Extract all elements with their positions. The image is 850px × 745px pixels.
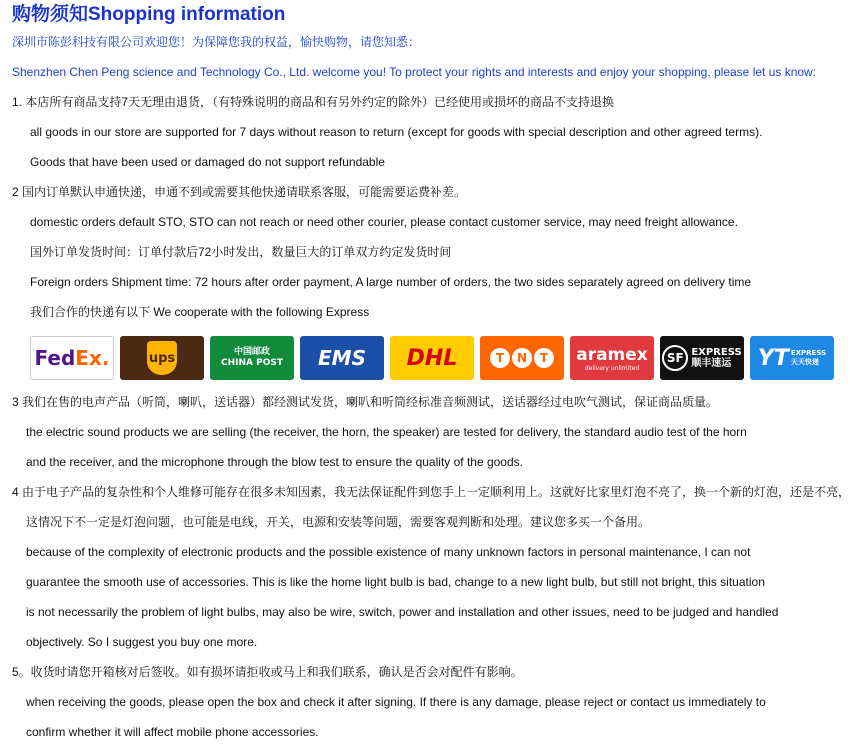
ups-shield: ups [147, 341, 177, 375]
tnt-letter-1: T [490, 348, 510, 368]
ups-logo [120, 336, 204, 380]
fedex-logo [30, 336, 114, 380]
fedex-logo-ex: Ex. [75, 346, 110, 370]
section-4-english-line-4: objectively. So I suggest you buy one more. [26, 635, 258, 649]
ems-logo: EMS [300, 336, 384, 380]
section-4-chinese-line-1: 4 由于电子产品的复杂性和个人维修可能存在很多未知因素，我无法保证配件到您手上一定顺利用上。这就好比家里灯泡不亮了，换一个新的灯泡，还是不亮， [12, 485, 850, 499]
section-4-english-line-2: guarantee the smooth use of accessories. This is like the home light bulb is bad, change to a new light bulb, but still not bright, this situation [26, 575, 765, 589]
yt-en: EXPRESS [790, 349, 827, 357]
section-1-english-line-2: Goods that have been used or damaged do not support refundable [30, 155, 385, 169]
section-1-chinese: 1. 本店所有商品支持7天无理由退货，（有特殊说明的商品和有另外约定的除外）已经使用或损坏的商品不支持退换 [12, 95, 615, 109]
express-logos [30, 336, 834, 380]
section-2-foreign-english: Foreign orders Shipment time: 72 hours after order payment, A large number of orders, the two sides separately agreed on delivery time [30, 275, 752, 289]
yt-mark: YT [757, 345, 789, 371]
section-4-english-line-3: is not necessarily the problem of light bulbs, may also be wire, switch, power and installation and other issues, need to be judged and handled [26, 605, 779, 619]
section-2-english-line-1: domestic orders default STO, STO can not reach or need other courier, please contact customer service, may need freight allowance. [30, 215, 738, 229]
section-3-english-line-1: the electric sound products we are selling (the receiver, the horn, the speaker) are tested for delivery, the standard audio test of the horn [26, 425, 747, 439]
aramex-logo [570, 336, 654, 380]
intro-chinese: 深圳市陈彭科技有限公司欢迎您！为保障您我的权益，愉快购物，请您知悉： [12, 35, 421, 49]
china-post-logo [210, 336, 294, 380]
sf-en: EXPRESS [691, 347, 742, 358]
dhl-logo: DHL [390, 336, 474, 380]
section-4-english-line-1: because of the complexity of electronic products and the possible existence of many unknown factors in personal maintenance, I can not [26, 545, 751, 559]
yt-cn: 天天快递 [790, 358, 819, 366]
section-3-chinese: 3 我们在售的电声产品（听筒，喇叭，送话器）都经测试发货，喇叭和听筒经标准音频测试，送话器经过电吹气测试，保证商品质量。 [12, 395, 719, 409]
section-5-english-line-2: confirm whether it will affect mobile phone accessories. [26, 725, 319, 739]
section-5-english-line-1: when receiving the goods, please open the box and check it after signing. If there is any damage, please reject or contact us immediately to [26, 695, 766, 709]
section-1-english-line-1: all goods in our store are supported for 7 days without reason to return (except for goods with special description and other agreed terms). [30, 125, 763, 139]
sf-express-logo [660, 336, 744, 380]
sf-text [691, 347, 741, 369]
tnt-letter-3: T [534, 348, 554, 368]
section-2-express-heading: 我们合作的快递有以下 We cooperate with the following Express [30, 305, 370, 319]
intro-english: Shenzhen Chen Peng science and Technology Co., Ltd. welcome you! To protect your rights and interests and enjoy your shopping, please let us know: [12, 65, 817, 79]
china-post-cn: 中国邮政 [233, 347, 270, 357]
section-2-chinese: 2 国内订单默认申通快递，申通不到或需要其他快递请联系客服，可能需要运费补差。 [12, 185, 467, 199]
tnt-logo [480, 336, 564, 380]
aramex-tagline: delivery unlimited [584, 364, 640, 372]
section-5-chinese: 5。收货时请您开箱核对后签收。如有损坏请拒收或马上和我们联系，确认是否会对配件有影响。 [12, 665, 523, 679]
aramex-name: aramex [576, 344, 648, 365]
section-4-chinese-line-2: 这情况下不一定是灯泡问题，也可能是电线，开关，电源和安装等问题，需要客观判断和处理。建议您多买一个备用。 [26, 515, 651, 529]
sf-mark: SF [662, 345, 688, 371]
fedex-logo-fed: Fed [34, 346, 76, 370]
tiantian-express-logo [750, 336, 834, 380]
yt-text [791, 349, 826, 367]
sf-cn: 顺丰速运 [691, 358, 732, 369]
china-post-en: CHINA POST [221, 358, 283, 368]
section-2-foreign-chinese: 国外订单发货时间：订单付款后72小时发出，数量巨大的订单双方约定发货时间 [30, 245, 452, 259]
section-3-english-line-2: and the receiver, and the microphone through the blow test to ensure the quality of the goods. [26, 455, 523, 469]
page-title: 购物须知Shopping information [12, 4, 286, 25]
tnt-letter-2: N [512, 348, 532, 368]
